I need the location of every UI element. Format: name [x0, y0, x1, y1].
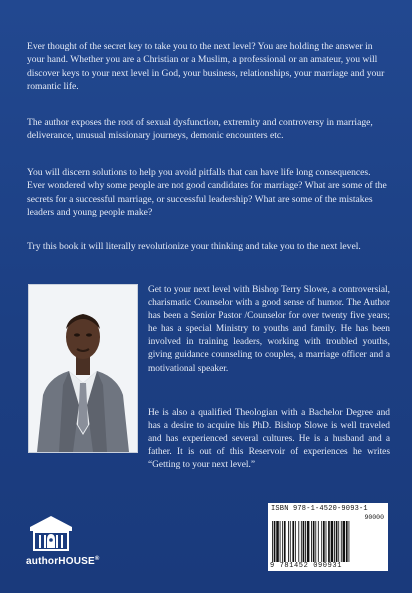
author-photo [28, 284, 138, 453]
barcode-bar [290, 521, 291, 562]
publisher-name [26, 556, 116, 567]
barcode-bar [313, 521, 315, 562]
author-bio-paragraph-1: Get to your next level with Bishop Terry Slowe, a controversial, charismatic Counselor with a good sense of humor. The Author has been a Senior Pastor /Counselor for over twenty five years; he has a special Ministry to youths and family. He has been involved in training leaders, working with troubled youths, giving guidance counseling to couples, a marriage officer and a motivational speaker. [148, 285, 390, 374]
publisher-name-text: authorHOUSE [26, 556, 95, 567]
barcode-bar [298, 521, 299, 562]
barcode-bar [274, 521, 276, 562]
blurb-paragraph-3: You will discern solutions to help you avoid pitfalls that can have life long consequences. Ever wondered why some people are not good candidates for marriage? What are some of the secrets for a successful marriage, or successful leadership? What are some of the mistakes leaders and young people make? [27, 167, 387, 218]
barcode-bars [271, 521, 385, 562]
barcode-bar [282, 521, 283, 562]
barcode-bar [346, 521, 348, 562]
registered-mark: ® [94, 556, 100, 562]
barcode-bar [292, 521, 294, 562]
barcode-bar [331, 521, 334, 562]
isbn-label: ISBN 978-1-4520-9093-1 [271, 505, 368, 513]
barcode-bar [301, 521, 302, 562]
barcode-bar [323, 521, 325, 562]
barcode-bar [334, 521, 335, 562]
barcode-bar [295, 521, 296, 562]
barcode-bar [318, 521, 319, 562]
barcode-bar [307, 521, 310, 562]
barcode-bar [328, 521, 330, 562]
barcode-bar [343, 521, 346, 562]
barcode-bar [326, 521, 327, 562]
author-bio-paragraph-2: He is also a qualified Theologian with a Bachelor Degree and has a desire to acquire his PhD. Bishop Slowe is well traveled and has experienced several cultures. He is a husband and a father. It is out of this Reservoir of experiences he writes “Getting to your next level.” [148, 408, 390, 471]
barcode-bar [338, 521, 339, 562]
isbn-barcode [268, 503, 388, 571]
price-code: 90000 [364, 514, 384, 521]
barcode-bar [288, 521, 289, 562]
house-book-icon [26, 513, 76, 553]
barcode-bar [349, 521, 350, 562]
author-portrait-illustration [29, 285, 137, 452]
barcode-bar [336, 521, 338, 562]
barcode-bar [284, 521, 286, 562]
barcode-bar [280, 521, 281, 562]
blurb-paragraph-2: The author exposes the root of sexual dysfunction, extremity and controversy in marriage, deliverance, unusual missionary journeys, demonic encounters etc. [27, 117, 373, 142]
barcode-bar [305, 521, 306, 562]
barcode-bar [303, 521, 305, 562]
blurb-paragraph-4: Try this book it will literally revolutionize your thinking and take you to the next level. [27, 241, 361, 252]
barcode-bar [341, 521, 342, 562]
barcode-bar [321, 521, 322, 562]
barcode-bar [311, 521, 312, 562]
barcode-bar [272, 521, 273, 562]
blurb-paragraph-1: Ever thought of the secret key to take you to the next level? You are holding the answer in your hand. Whether you are a Christian or a Muslim, a professional or an amateur, you will discover keys to your next level in God, your business, relationships, your marriage and your romantic life. [27, 41, 385, 92]
ean-digits: 9 781452 090931 [270, 562, 343, 570]
barcode-bar [276, 521, 279, 562]
barcode-bar [315, 521, 316, 562]
